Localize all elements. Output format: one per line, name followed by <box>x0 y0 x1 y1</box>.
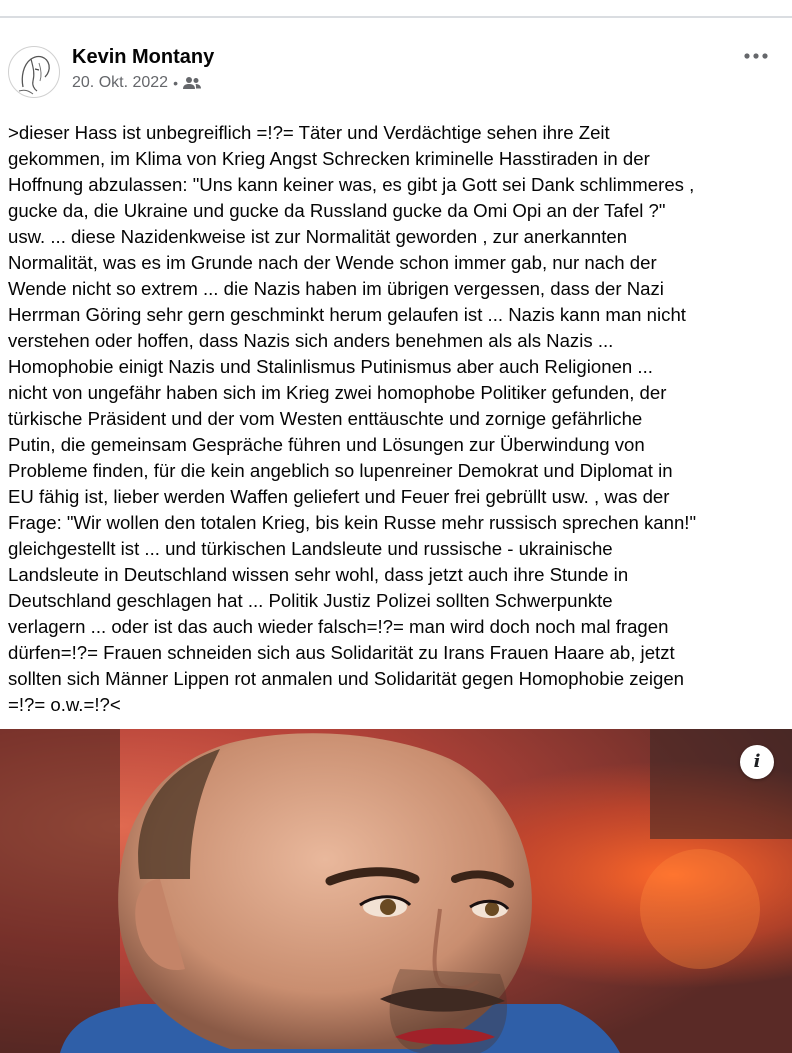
author-name[interactable]: Kevin Montany <box>72 46 215 68</box>
post-header <box>0 38 792 108</box>
meta-separator: • <box>173 75 178 91</box>
info-icon: i <box>753 751 761 772</box>
man-portrait-illustration <box>0 729 792 1053</box>
post-photo[interactable] <box>0 729 792 1053</box>
post-text: >dieser Hass ist unbegreiflich =!?= Täter und Verdächtige sehen ihre Zeit gekommen, im Klima von Krieg Angst Schrecken kriminelle Hasstiraden in der Hoffnung abzulassen: "Uns kann keiner was, es gibt ja Gott sei Dank schlimmeres , gucke da, die Ukraine und gucke da Russland gucke da Omi Opi an der Tafel ?" usw. ... diese Nazidenkweise ist zur Normalität geworden , zur anerkannten Normalität, was es im Grunde nach der Wende schon immer gab, nur nach der Wende nicht so extrem ... die Nazis haben im übrigen vergessen, dass der Nazi Herrman Göring sehr gern geschminkt herum gelaufen ist ... Nazis kann man nicht verstehen oder hoffen, dass Nazis sich anders benehmen als als Nazis ... Homophobie einigt Nazis und Stalinlismus Putinismus aber auch Religionen ... nicht von ungefähr haben sich im Krieg zwei homophobe Politiker gefunden, der türkische Präsident und der vom Westen enttäuschte und zornige gefährliche Putin, die gemeinsam Gespräche führen und Lösungen zur Überwindung von Probleme finden, für die kein angeblich so lupenreiner Demokrat und Diplomat in EU fähig ist, lieber werden Waffen geliefert und Feuer frei gebrüllt usw. , was der Frage: "Wir wollen den totalen Krieg, bis kein Russe mehr russisch sprechen kann!" gleichgestellt ist ... und türkischen Landsleute und russische - ukrainische Landsleute in Deutschland wissen sehr wohl, dass jetzt auch ihre Stunde in Deutschland geschlagen hat ... Politik Justiz Polizei sollten Schwerpunkte verlagern ... oder ist das auch wieder falsch=!?= man wird doch noch mal fragen dürfen=!?= Frauen schneiden sich aus Solidarität zu Irans Frauen Haare ab, jetzt sollten sich Männer Lippen rot anmalen und Solidarität gegen Homophobie zeigen =!?= o.w.=!?< <box>8 122 697 715</box>
avatar[interactable] <box>8 46 60 98</box>
friends-icon[interactable] <box>183 76 201 90</box>
more-options-icon <box>744 53 768 59</box>
post-date[interactable]: 20. Okt. 2022 <box>72 74 169 91</box>
photo-info-button[interactable] <box>740 745 774 779</box>
post-meta <box>72 74 201 92</box>
top-divider <box>0 0 792 18</box>
avatar-sketch-icon <box>9 47 60 98</box>
more-options-button[interactable] <box>738 42 774 70</box>
